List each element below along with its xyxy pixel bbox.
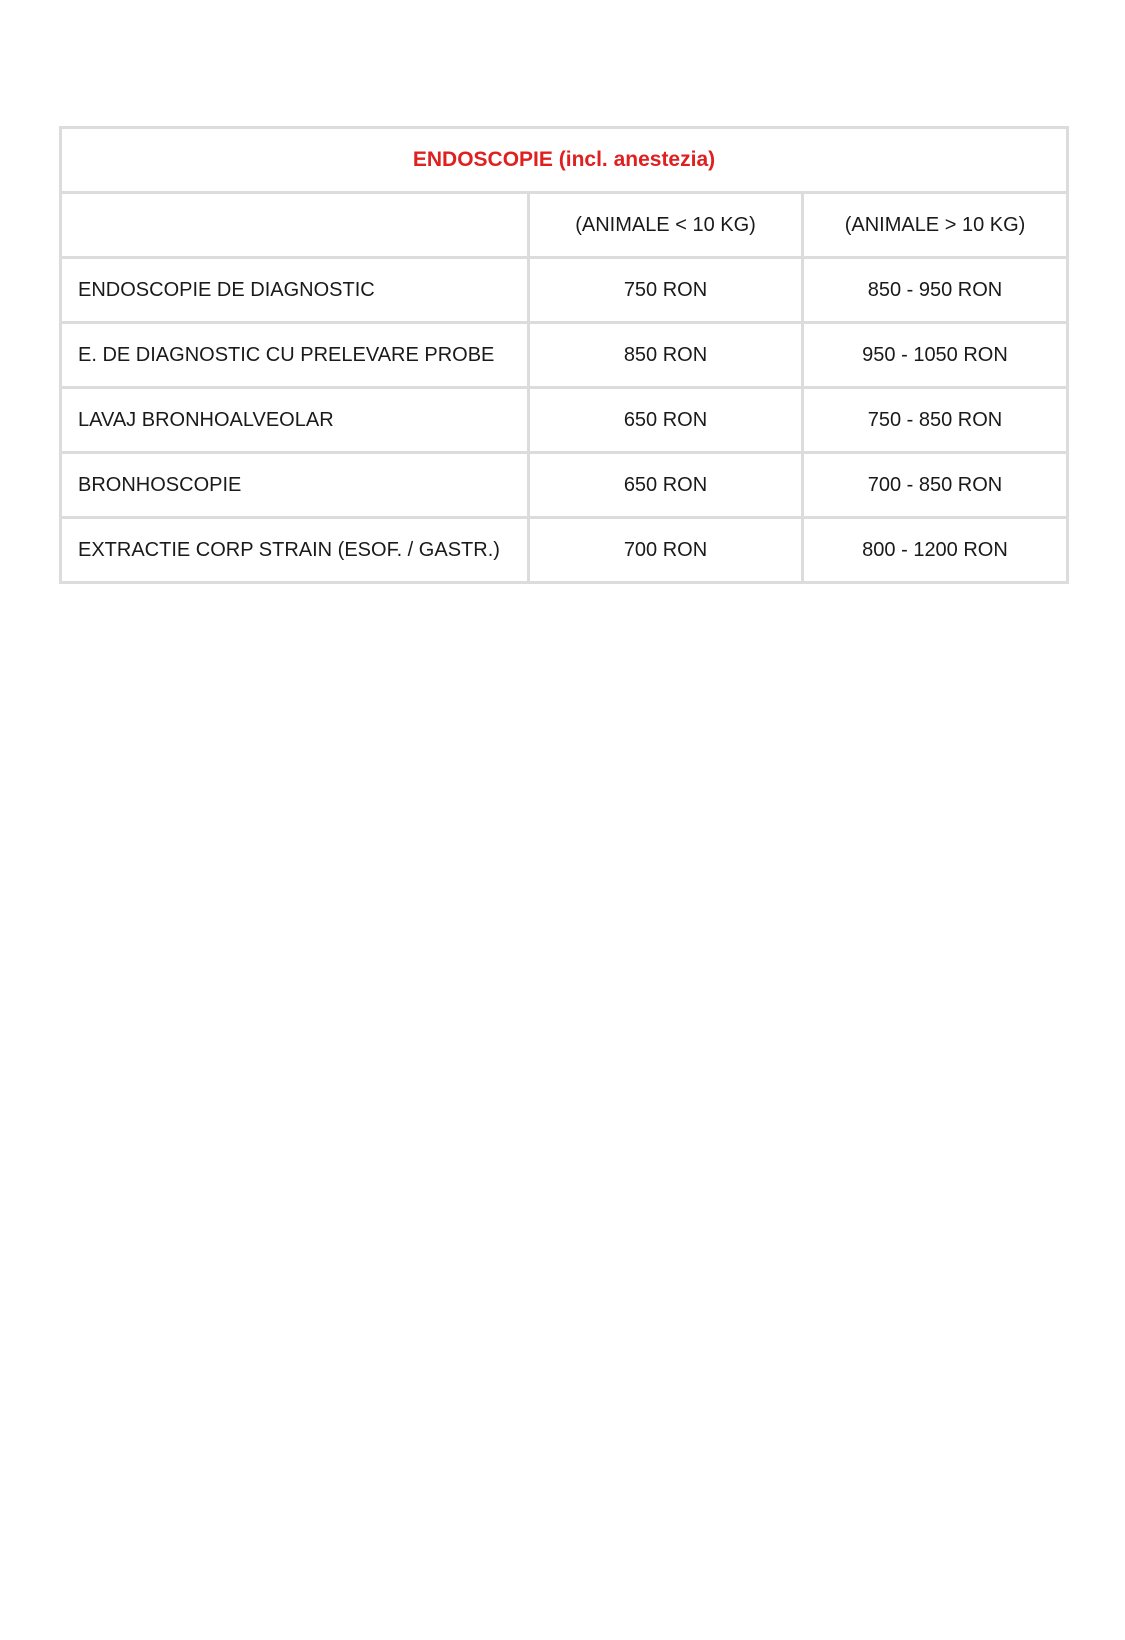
price-small: 650 RON (529, 388, 803, 453)
price-table (59, 126, 1069, 584)
table-row (61, 518, 1068, 583)
price-small: 850 RON (529, 323, 803, 388)
service-name: E. DE DIAGNOSTIC CU PRELEVARE PROBE (61, 323, 529, 388)
service-name: EXTRACTIE CORP STRAIN (ESOF. / GASTR.) (61, 518, 529, 583)
price-small: 650 RON (529, 453, 803, 518)
header-empty-cell (61, 193, 529, 258)
price-large: 700 - 850 RON (803, 453, 1068, 518)
price-large: 950 - 1050 RON (803, 323, 1068, 388)
header-small-animals: (ANIMALE < 10 KG) (529, 193, 803, 258)
table-title-row (61, 128, 1068, 193)
service-name: LAVAJ BRONHOALVEOLAR (61, 388, 529, 453)
header-large-animals: (ANIMALE > 10 KG) (803, 193, 1068, 258)
price-small: 700 RON (529, 518, 803, 583)
table-row (61, 258, 1068, 323)
table-row (61, 388, 1068, 453)
table-title: ENDOSCOPIE (incl. anestezia) (61, 128, 1068, 193)
table-header-row (61, 193, 1068, 258)
table-row (61, 323, 1068, 388)
price-small: 750 RON (529, 258, 803, 323)
price-large: 850 - 950 RON (803, 258, 1068, 323)
price-large: 800 - 1200 RON (803, 518, 1068, 583)
service-name: ENDOSCOPIE DE DIAGNOSTIC (61, 258, 529, 323)
price-large: 750 - 850 RON (803, 388, 1068, 453)
table-row (61, 453, 1068, 518)
service-name: BRONHOSCOPIE (61, 453, 529, 518)
